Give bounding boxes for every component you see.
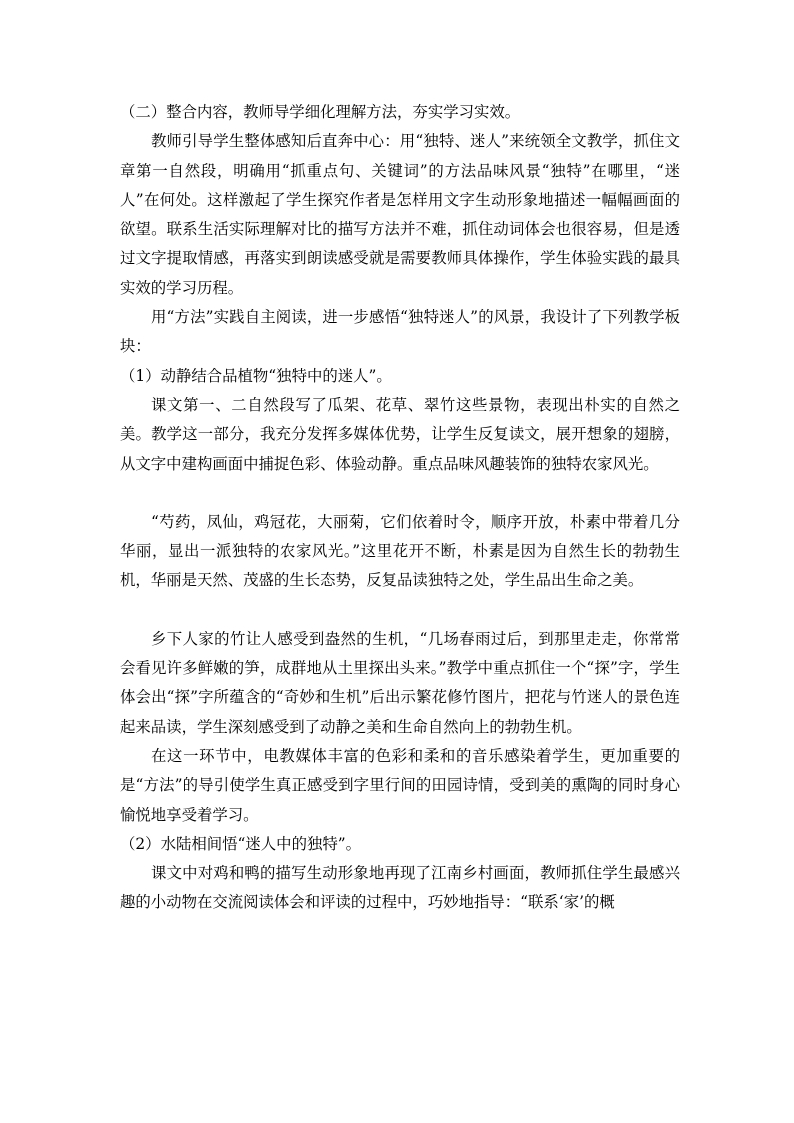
body-paragraph-teacher-guidance: 教师引导学生整体感知后直奔中心：用“独特、迷人”来统领全文教学，抓住文章第一自然段，明确用“抓重点句、关键词”的方法品味风景“独特”在哪里，“迷人”在何处。这样激起了学生探究作者是怎样用文字生动形象地描述一幅幅画面的欲望。联系生活实际理解对比的描写方法并不难，抓住动词体会也很容易，但是透过文字提取情感，再落实到朗读感受就是需要教师具体操作，学生体验实践的最具实效的学习历程。	[120, 132, 680, 297]
subheading-water-land: （2）水陆相间悟“迷人中的独特”。	[120, 834, 361, 853]
section-heading-integrate-content: （二）整合内容，教师导学细化理解方法，夯实学习实效。	[120, 103, 521, 121]
body-paragraph-lesson-one-two: 课文第一、二自然段写了瓜架、花草、翠竹这些景物，表现出朴实的自然之美。教学这一部分，我充分发挥多媒体优势，让学生反复读文，展开想象的翅膀，从文字中建构画面中捕捉色彩、体验动静。重点品味风趣装饰的独特农家风光。	[120, 395, 680, 473]
body-paragraph-bamboo: 乡下人家的竹让人感受到盎然的生机，“几场春雨过后，到那里走走，你常常会看见许多鲜嫩的笋，成群地从土里探出头来。”教学中重点抓住一个“探”字，学生体会出“探”字所蕴含的“奇妙和生机”后出示繁花修竹图片，把花与竹迷人的景色连起来品读，学生深刻感受到了动静之美和生命自然向上的勃勃生机。	[120, 629, 680, 736]
body-paragraph-chickens-ducks: 课文中对鸡和鸭的描写生动形象地再现了江南乡村画面，教师抓住学生最感兴趣的小动物在交流阅读体会和评读的过程中，巧妙地指导：“联系‘家’的概	[120, 864, 680, 912]
paragraph-spacer	[120, 596, 680, 625]
subheading-plants: （1）动静结合品植物“独特中的迷人”。	[120, 366, 392, 385]
paragraph-spacer	[120, 479, 680, 508]
body-paragraph-flowers-quote: “芍药，凤仙，鸡冠花，大丽菊，它们依着时令，顺序开放，朴素中带着几分华丽，显出一派独特的农家风光。”这里花开不断，朴素是因为自然生长的勃勃生机，华丽是天然、茂盛的生长态势，反复品读独特之处，学生品出生命之美。	[120, 512, 680, 590]
body-paragraph-method-practice: 用“方法”实践自主阅读，进一步感悟“独特迷人”的风景，我设计了下列教学板块：	[120, 308, 680, 356]
document-body	[120, 98, 680, 918]
body-paragraph-media-effect: 在这一环节中，电教媒体丰富的色彩和柔和的音乐感染着学生，更加重要的是“方法”的导引使学生真正感受到字里行间的田园诗情，受到美的熏陶的同时身心愉悦地享受着学习。	[120, 746, 680, 824]
